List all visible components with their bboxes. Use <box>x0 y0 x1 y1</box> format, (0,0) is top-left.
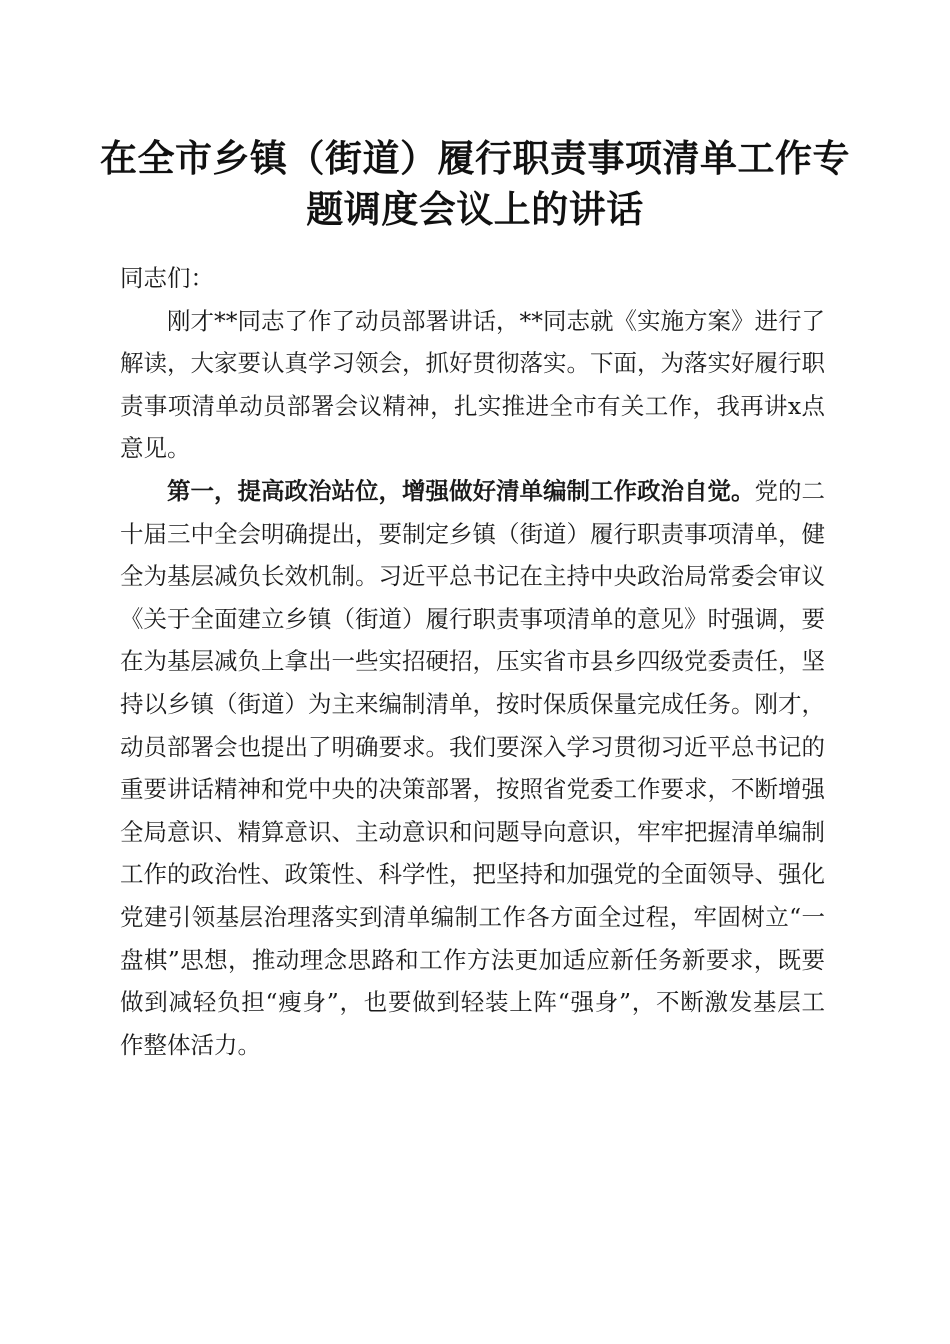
title-line-2: 题调度会议上的讲话 <box>306 187 644 231</box>
salutation: 同志们： <box>120 264 214 292</box>
paragraph-first-point <box>120 470 825 1066</box>
paragraph-first-point-body: 党的二十届三中全会明确提出，要制定乡镇（街道）履行职责事项清单，健全为基层减负长效机制。习近平总书记在主持中央政治局常委会审议《关于全面建立乡镇（街道）履行职责事项清单的意见》时强调，要在为基层减负上拿出一些实招硬招，压实省市县乡四级党委责任，坚持以乡镇（街道）为主来编制清单，按时保质保量完成任务。刚才，动员部署会也提出了明确要求。我们要深入学习贯彻习近平总书记的重要讲话精神和党中央的决策部署，按照省党委工作要求，不断增强全局意识、精算意识、主动意识和问题导向意识，牢牢把握清单编制工作的政治性、政策性、科学性，把坚持和加强党的全面领导、强化党建引领基层治理落实到清单编制工作各方面全过程，牢固树立“一盘棋”思想，推动理念思路和工作方法更加适应新任务新要求，既要做到减轻负担“瘦身”，也要做到轻装上阵“强身”，不断激发基层工作整体活力。 <box>120 476 825 1059</box>
document-body <box>120 257 825 1066</box>
paragraph-first-point-heading: 第一，提高政治站位，增强做好清单编制工作政治自觉。 <box>167 476 755 505</box>
title-line-1: 在全市乡镇（街道）履行职责事项清单工作专 <box>100 136 850 180</box>
paragraph-intro: 刚才**同志了作了动员部署讲话，**同志就《实施方案》进行了解读，大家要认真学习领会，抓好贯彻落实。下面，为落实好履行职责事项清单动员部署会议精神，扎实推进全市有关工作，我再讲x点意见。 <box>120 306 825 463</box>
document-title <box>100 133 850 235</box>
